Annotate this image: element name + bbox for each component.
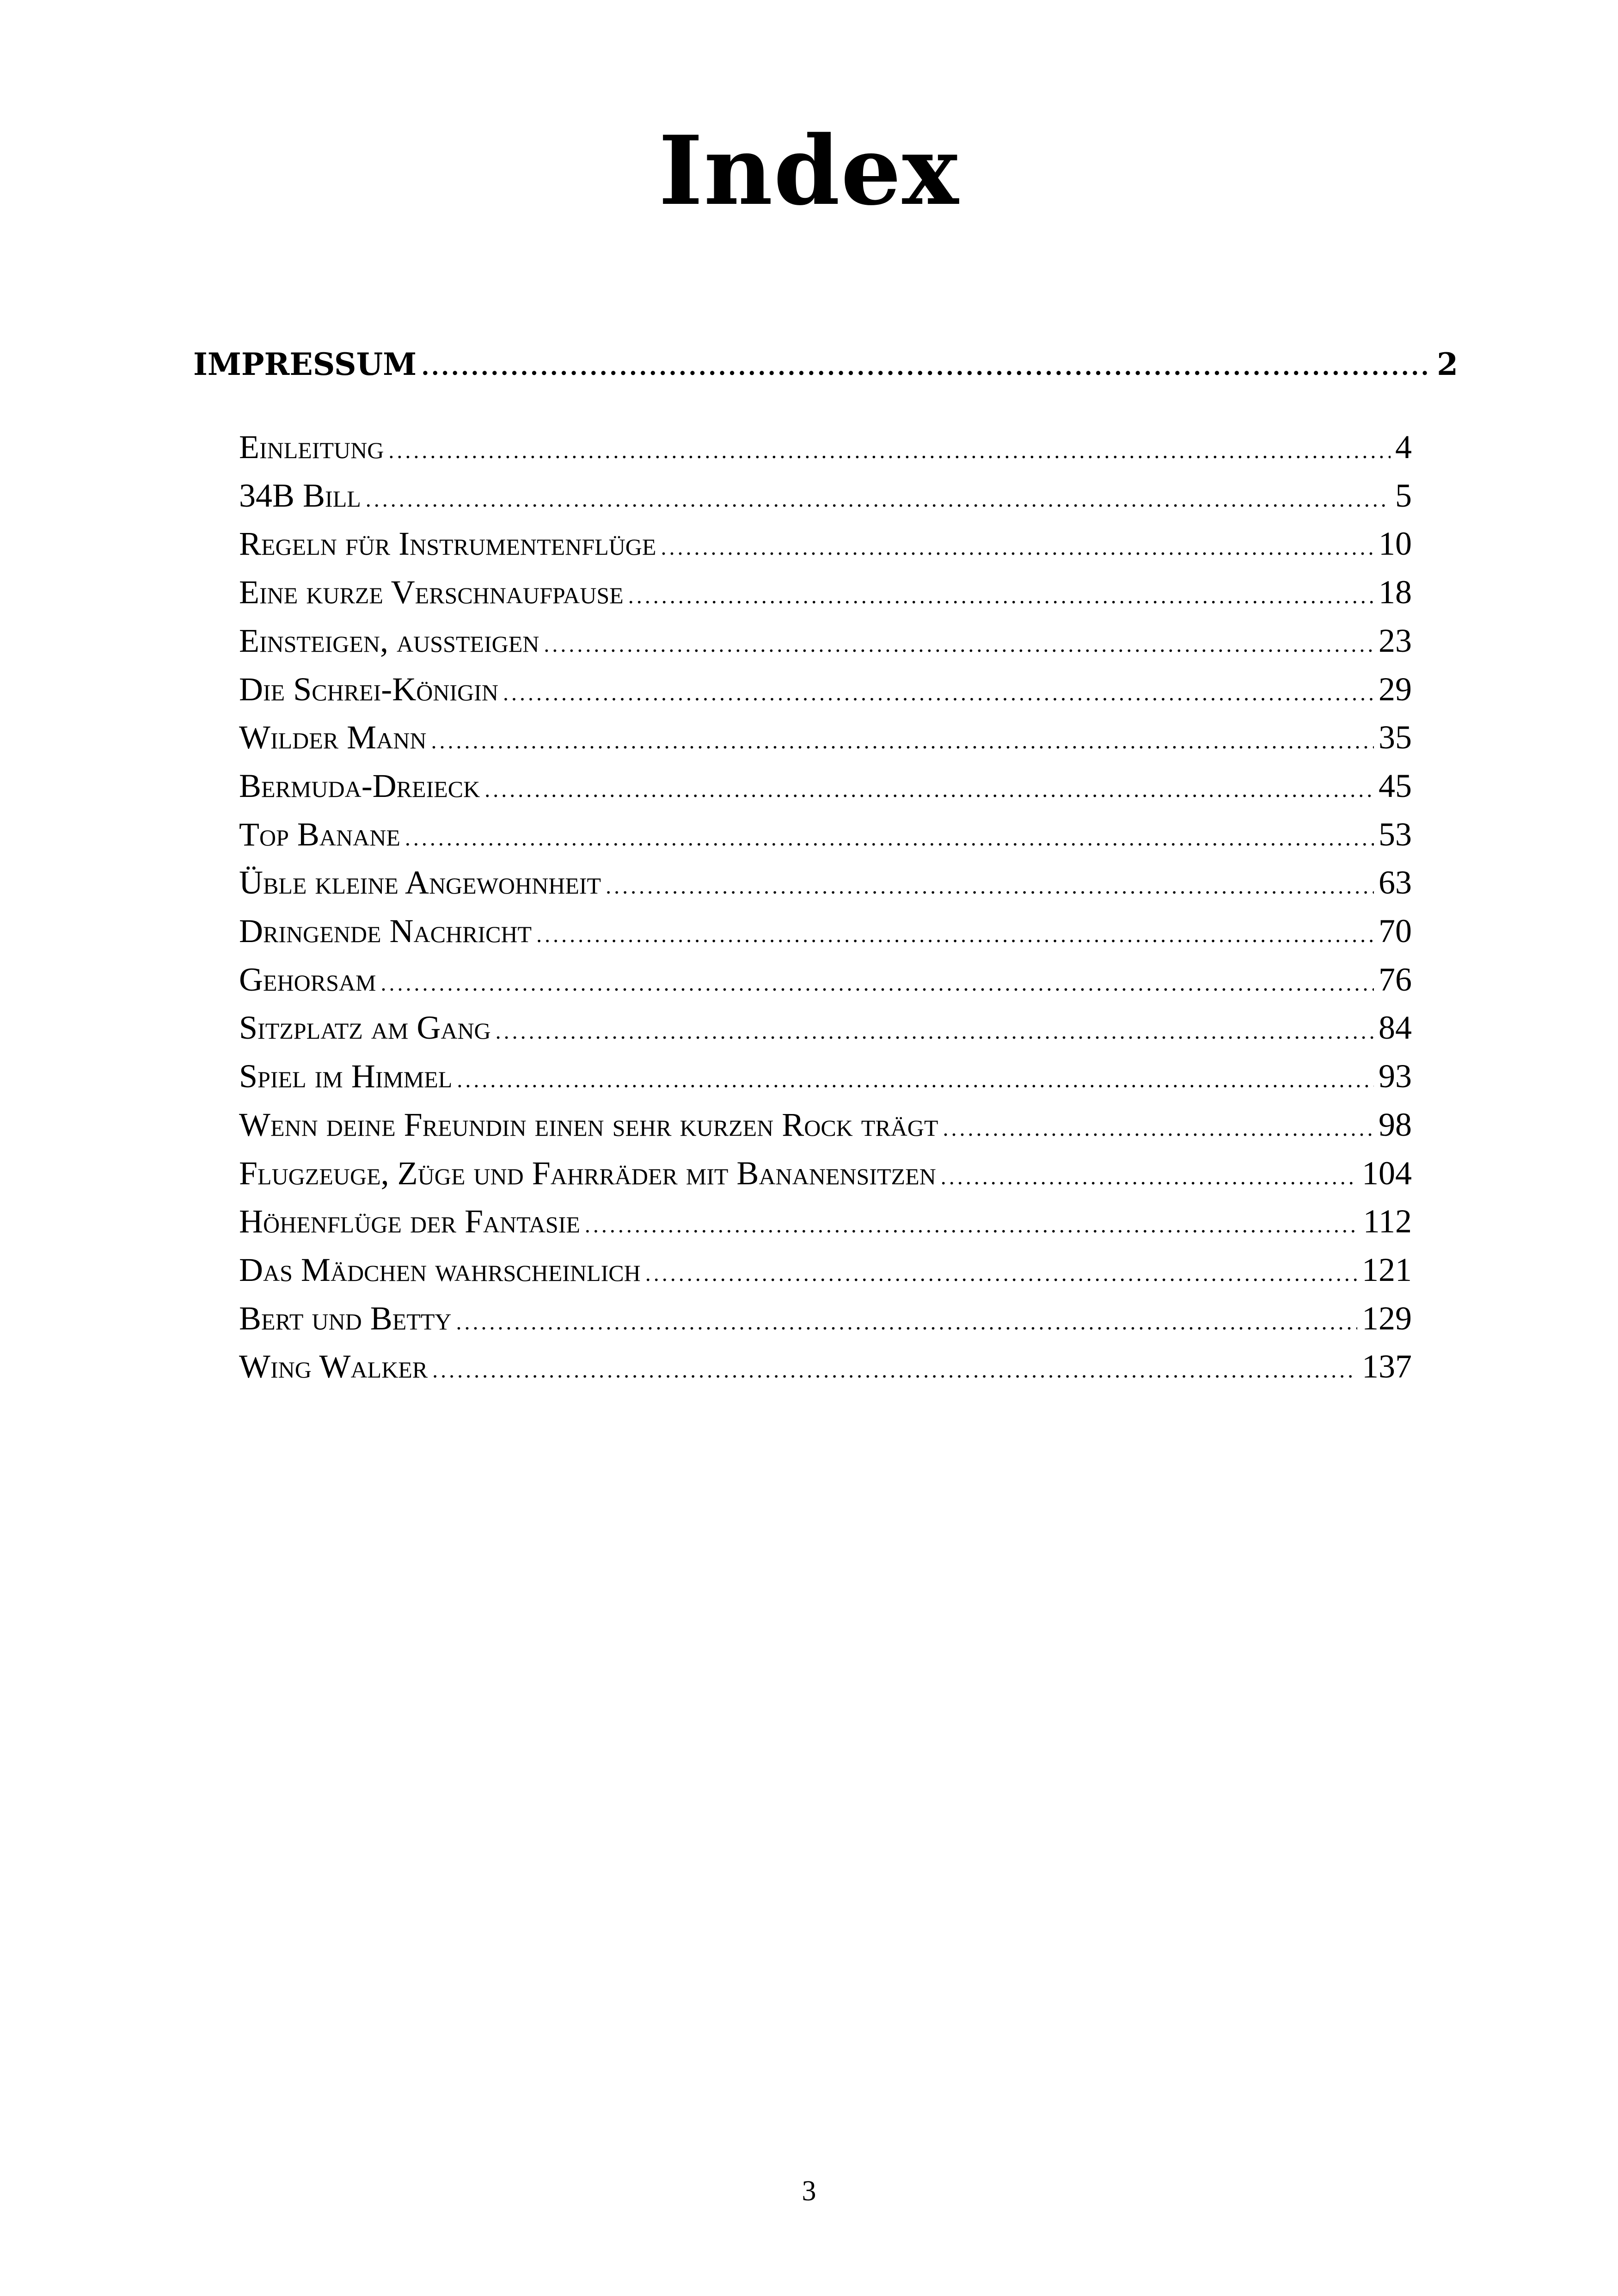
toc-dot-leader bbox=[496, 1009, 1374, 1055]
toc-entry-label: Wenn deine Freundin einen sehr kurzen Rock trägt bbox=[239, 1106, 938, 1143]
toc-entry-impressum[interactable] bbox=[193, 341, 1458, 390]
toc-entry[interactable] bbox=[239, 859, 1412, 910]
toc-dot-leader bbox=[421, 344, 1432, 390]
toc-dot-leader bbox=[544, 622, 1374, 668]
toc-entry-page: 5 bbox=[1395, 477, 1412, 514]
toc-entry-page: 129 bbox=[1362, 1300, 1412, 1337]
toc-dot-leader bbox=[380, 961, 1374, 1007]
page-number: 3 bbox=[802, 2175, 816, 2207]
toc-entry[interactable] bbox=[239, 1198, 1412, 1249]
toc-dot-leader bbox=[484, 767, 1374, 813]
toc-entry[interactable] bbox=[239, 569, 1412, 619]
toc-entry-label: Bert und Betty bbox=[239, 1300, 452, 1337]
toc-entry[interactable] bbox=[239, 472, 1412, 523]
toc-dot-leader bbox=[628, 573, 1374, 619]
toc-entry[interactable] bbox=[239, 1053, 1412, 1103]
toc-entry-page: 112 bbox=[1363, 1203, 1412, 1240]
toc-dot-leader bbox=[536, 912, 1374, 958]
toc-entry-label: Die Schrei-Königin bbox=[239, 671, 498, 708]
toc-entry[interactable] bbox=[239, 811, 1412, 862]
toc-entry[interactable] bbox=[239, 618, 1412, 668]
toc-dot-leader bbox=[503, 670, 1374, 716]
toc-dot-leader bbox=[661, 525, 1374, 571]
toc-dot-leader bbox=[405, 815, 1374, 862]
toc-entry[interactable] bbox=[239, 666, 1412, 716]
toc-entry-page: 4 bbox=[1395, 429, 1412, 465]
toc-entry-page: 45 bbox=[1379, 767, 1412, 804]
toc-entry-label: Regeln für Instrumentenflüge bbox=[239, 525, 656, 562]
toc-entry-label: Top Banane bbox=[239, 816, 400, 853]
toc-entry-label: 34B Bill bbox=[239, 477, 361, 514]
toc-entry-page: 84 bbox=[1379, 1009, 1412, 1046]
toc-entry-label: Üble kleine Angewohnheit bbox=[239, 864, 601, 901]
toc-entry-page: 63 bbox=[1379, 864, 1412, 901]
toc-entry-page: 104 bbox=[1362, 1155, 1412, 1192]
toc-dot-leader bbox=[432, 1347, 1357, 1394]
toc-entry[interactable] bbox=[239, 1102, 1412, 1152]
toc-entry[interactable] bbox=[239, 714, 1412, 765]
toc-entry-page: 93 bbox=[1379, 1058, 1412, 1095]
toc-entry-label: IMPRESSUM bbox=[193, 346, 417, 382]
toc-entry[interactable] bbox=[239, 424, 1412, 474]
toc-entry[interactable] bbox=[239, 520, 1412, 571]
toc-entry[interactable] bbox=[239, 956, 1412, 1007]
toc-entry-label: Das Mädchen wahrscheinlich bbox=[239, 1251, 641, 1288]
toc-dot-leader bbox=[585, 1202, 1359, 1249]
toc-entry-page: 23 bbox=[1379, 622, 1412, 659]
toc-entry-page: 70 bbox=[1379, 912, 1412, 949]
toc-entry-page: 2 bbox=[1437, 346, 1458, 382]
toc-entry-label: Einsteigen, aussteigen bbox=[239, 622, 539, 659]
toc-entry-label: Wilder Mann bbox=[239, 719, 427, 756]
toc-dot-leader bbox=[456, 1299, 1357, 1346]
toc-entry-label: Eine kurze Verschnaufpause bbox=[239, 574, 624, 611]
toc-entry-page: 10 bbox=[1379, 525, 1412, 562]
toc-entry-page: 121 bbox=[1362, 1251, 1412, 1288]
toc-entry-page: 18 bbox=[1379, 574, 1412, 611]
page-title: Index bbox=[658, 116, 960, 227]
toc-dot-leader bbox=[941, 1154, 1357, 1200]
toc-dot-leader bbox=[388, 428, 1391, 474]
toc-entry-page: 53 bbox=[1379, 816, 1412, 853]
toc-entry-page: 29 bbox=[1379, 671, 1412, 708]
toc-entry-label: Einleitung bbox=[239, 429, 384, 465]
toc-entry[interactable] bbox=[239, 1004, 1412, 1055]
toc-entry[interactable] bbox=[239, 763, 1412, 813]
toc-entry[interactable] bbox=[239, 1150, 1412, 1200]
toc-entry-label: Wing Walker bbox=[239, 1348, 428, 1385]
toc-entry-label: Spiel im Himmel bbox=[239, 1058, 453, 1095]
toc-entry[interactable] bbox=[239, 1295, 1412, 1346]
toc-dot-leader bbox=[943, 1106, 1374, 1152]
toc-entry-label: Flugzeuge, Züge und Fahrräder mit Bananensitzen bbox=[239, 1155, 936, 1192]
toc-entry-page: 137 bbox=[1362, 1348, 1412, 1385]
toc-entry[interactable] bbox=[239, 1343, 1412, 1394]
toc-entry-label: Bermuda-Dreieck bbox=[239, 767, 480, 804]
toc-dot-leader bbox=[431, 718, 1374, 765]
toc-entry-label: Sitzplatz am Gang bbox=[239, 1009, 491, 1046]
toc-dot-leader bbox=[457, 1057, 1374, 1103]
toc-entry-label: Dringende Nachricht bbox=[239, 912, 532, 949]
toc-entry-label: Höhenflüge der Fantasie bbox=[239, 1203, 580, 1240]
toc-entry-page: 76 bbox=[1379, 961, 1412, 998]
toc-entry-page: 98 bbox=[1379, 1106, 1412, 1143]
toc-entry[interactable] bbox=[239, 1247, 1412, 1297]
toc-entry-page: 35 bbox=[1379, 719, 1412, 756]
toc-entry-label: Gehorsam bbox=[239, 961, 376, 998]
toc-dot-leader bbox=[645, 1251, 1357, 1297]
toc-dot-leader bbox=[606, 863, 1374, 910]
toc-entry[interactable] bbox=[239, 908, 1412, 958]
toc-dot-leader bbox=[366, 477, 1391, 523]
